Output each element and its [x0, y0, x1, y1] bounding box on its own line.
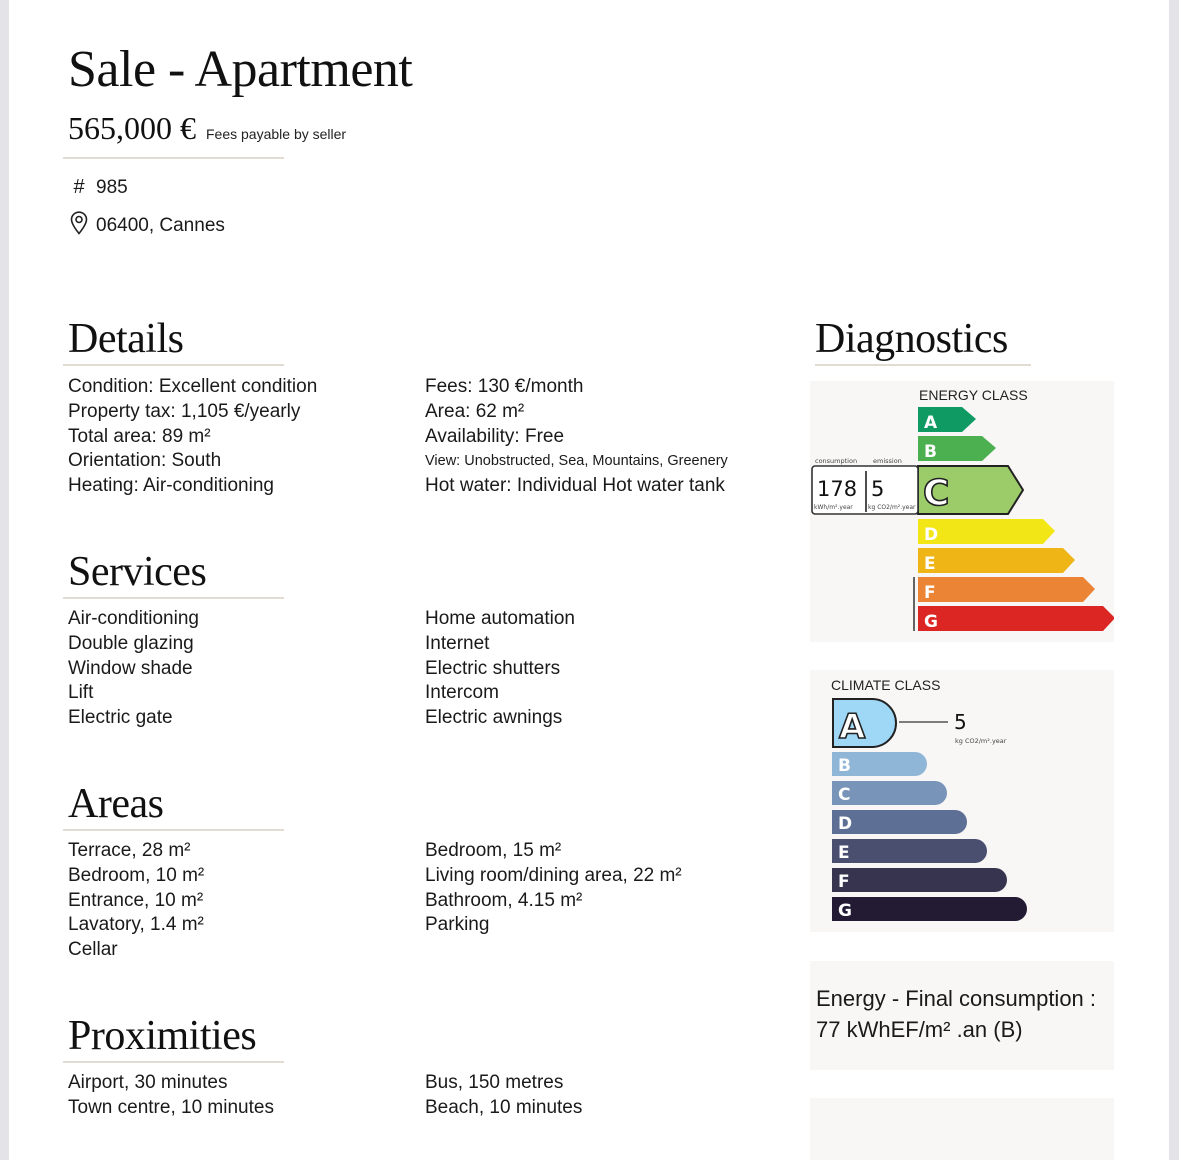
details-divider	[63, 364, 284, 366]
detail-heating: Heating: Air-conditioning	[68, 475, 274, 497]
price-row	[68, 110, 346, 147]
diagnostics-divider	[815, 364, 1031, 366]
proximities-divider	[63, 1061, 284, 1063]
service-item: Internet	[425, 632, 490, 654]
svg-text:D: D	[924, 525, 939, 545]
detail-view: View: Unobstructed, Sea, Mountains, Greenery	[425, 453, 728, 470]
svg-text:F: F	[838, 872, 850, 892]
svg-text:C: C	[923, 473, 950, 514]
svg-text:G: G	[838, 901, 852, 921]
area-item: Parking	[425, 914, 490, 936]
service-item: Air-conditioning	[68, 608, 199, 629]
proximity-item: Bus, 150 metres	[425, 1072, 564, 1093]
energy-class-panel	[810, 381, 1114, 642]
area-item: Bathroom, 4.15 m²	[425, 889, 583, 911]
detail-condition: Condition: Excellent condition	[68, 376, 318, 397]
detail-total-area: Total area: 89 m²	[68, 425, 211, 447]
energy-class-chart	[810, 381, 1114, 642]
map-pin-icon	[68, 211, 90, 241]
area-item: Terrace, 28 m²	[68, 840, 191, 861]
reference-number: # 985	[68, 176, 128, 199]
area-item: Bedroom, 10 m²	[68, 864, 205, 886]
services-divider	[63, 597, 284, 599]
price: 565,000 €	[68, 110, 196, 146]
area-item: Bedroom, 15 m²	[425, 840, 562, 861]
svg-text:F: F	[924, 583, 936, 603]
svg-text:E: E	[924, 554, 936, 574]
energy-class-title: ENERGY CLASS	[919, 387, 1028, 403]
svg-text:B: B	[924, 442, 937, 462]
svg-text:B: B	[838, 756, 851, 776]
details-right-list	[425, 375, 728, 499]
service-item: Double glazing	[68, 632, 194, 654]
proximities-right-list	[425, 1071, 582, 1121]
final-consumption-text: Energy - Final consumption : 77 kWhEF/m² .an (B)	[816, 986, 1097, 1042]
climate-class-chart	[810, 670, 1114, 932]
svg-text:E: E	[838, 843, 850, 863]
svg-text:G: G	[924, 612, 938, 632]
svg-text:5: 5	[871, 477, 885, 501]
svg-text:D: D	[838, 814, 853, 834]
svg-text:emission: emission	[873, 457, 902, 465]
svg-text:C: C	[838, 785, 851, 805]
svg-text:178: 178	[817, 477, 858, 501]
proximity-item: Town centre, 10 minutes	[68, 1096, 274, 1118]
areas-right-list	[425, 839, 682, 938]
location: 06400, Cannes	[68, 211, 225, 241]
detail-hot-water: Hot water: Individual Hot water tank	[425, 475, 725, 497]
area-item: Cellar	[68, 939, 118, 961]
service-item: Home automation	[425, 608, 575, 629]
svg-text:5: 5	[954, 710, 967, 734]
areas-divider	[63, 829, 284, 831]
title-divider	[63, 157, 284, 159]
climate-class-panel	[810, 670, 1114, 932]
services-left-list	[68, 607, 199, 731]
details-left-list	[68, 375, 317, 499]
svg-text:A: A	[924, 413, 938, 433]
areas-left-list	[68, 839, 204, 963]
climate-class-title: CLIMATE CLASS	[831, 677, 941, 693]
details-heading: Details	[68, 316, 184, 362]
service-item: Electric awnings	[425, 707, 563, 729]
proximity-item: Airport, 30 minutes	[68, 1072, 228, 1093]
services-heading: Services	[68, 549, 207, 595]
service-item: Electric gate	[68, 707, 173, 729]
service-item: Window shade	[68, 657, 193, 679]
diagnostics-heading: Diagnostics	[815, 316, 1008, 362]
final-consumption-panel	[810, 961, 1114, 1070]
proximities-left-list	[68, 1071, 274, 1121]
detail-availability: Availability: Free	[425, 425, 565, 447]
detail-property-tax: Property tax: 1,105 €/yearly	[68, 400, 301, 422]
svg-text:kg CO2/m².year: kg CO2/m².year	[955, 737, 1007, 745]
proximity-item: Beach, 10 minutes	[425, 1096, 583, 1118]
service-item: Electric shutters	[425, 657, 561, 679]
page-title: Sale - Apartment	[68, 41, 413, 98]
empty-panel	[810, 1098, 1114, 1160]
listing-page	[9, 0, 1169, 1160]
detail-fees: Fees: 130 €/month	[425, 376, 584, 397]
svg-text:consumption: consumption	[815, 457, 858, 465]
areas-heading: Areas	[68, 781, 164, 827]
area-item: Entrance, 10 m²	[68, 889, 204, 911]
svg-text:A: A	[839, 707, 866, 747]
svg-text:kWh/m².year: kWh/m².year	[814, 504, 853, 511]
proximities-heading: Proximities	[68, 1013, 257, 1059]
area-item: Living room/dining area, 22 m²	[425, 864, 682, 886]
hash-icon: #	[73, 176, 85, 198]
service-item: Lift	[68, 682, 94, 704]
service-item: Intercom	[425, 682, 499, 704]
detail-orientation: Orientation: South	[68, 450, 222, 472]
area-item: Lavatory, 1.4 m²	[68, 914, 204, 936]
detail-area: Area: 62 m²	[425, 400, 525, 422]
services-right-list	[425, 607, 575, 731]
svg-text:kg CO2/m².year: kg CO2/m².year	[868, 504, 916, 511]
fees-note: Fees payable by seller	[206, 126, 347, 142]
